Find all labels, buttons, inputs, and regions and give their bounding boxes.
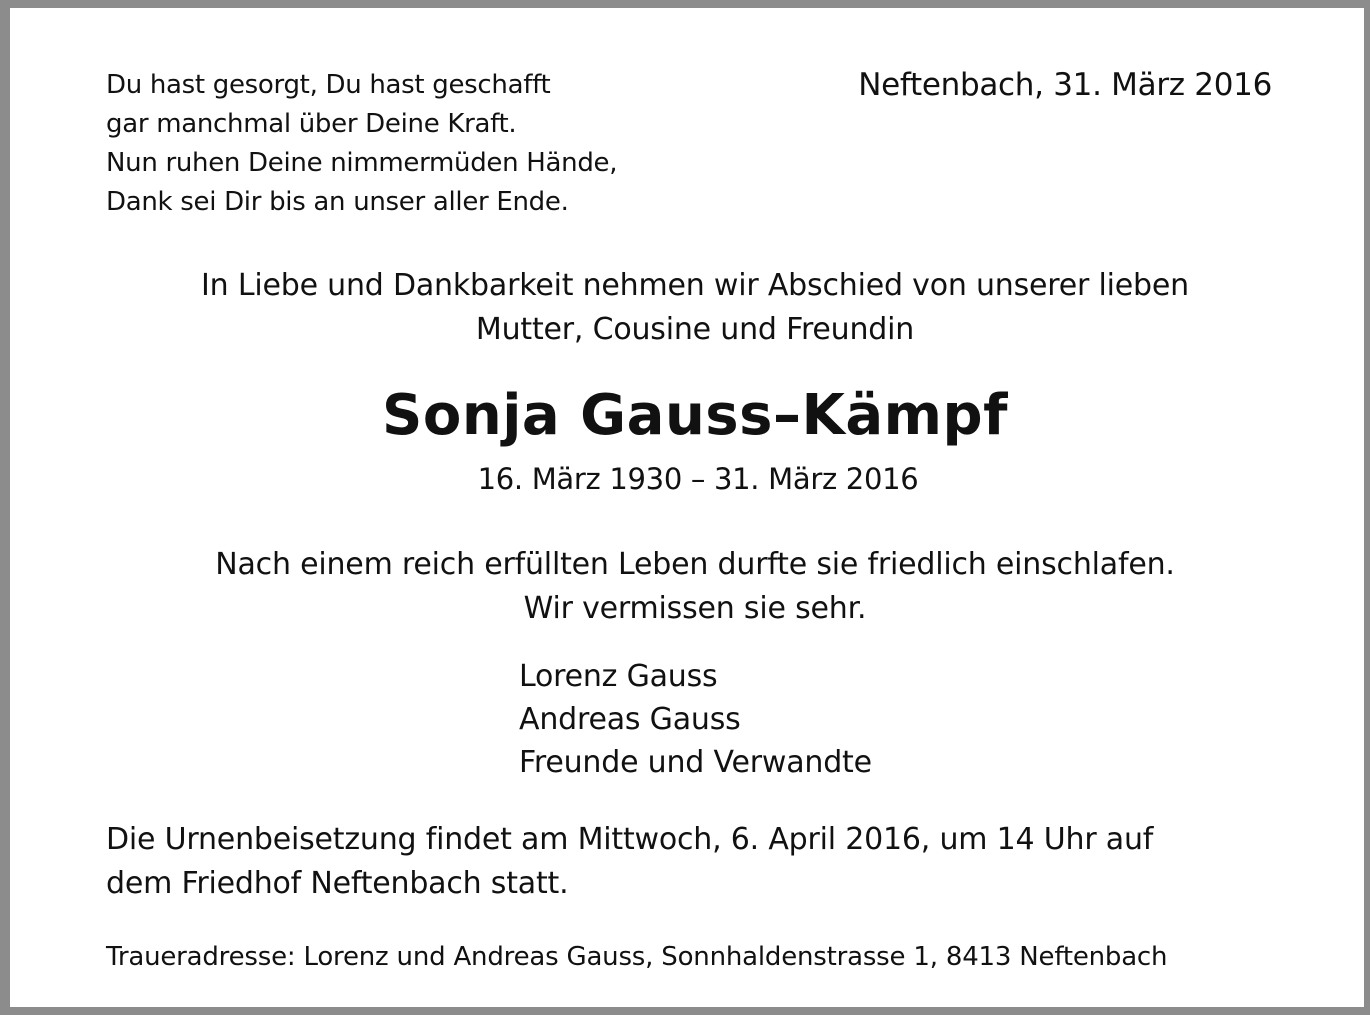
mourner: Lorenz Gauss xyxy=(519,659,718,694)
poem xyxy=(106,66,746,222)
poem-line: Dank sei Dir bis an unser aller Ende. xyxy=(106,187,569,217)
mourning-address: Traueradresse: Lorenz und Andreas Gauss, Sonnhaldenstrasse 1, 8413 Neftenbach xyxy=(106,942,1168,972)
deceased-name: Sonja Gauss–Kämpf xyxy=(382,383,1008,448)
intro-line-2: Mutter, Cousine und Freundin xyxy=(475,312,915,347)
message-line-1: Nach einem reich erfüllten Leben durfte sie friedlich einschlafen. xyxy=(215,547,1175,582)
funeral-info xyxy=(106,818,1286,906)
funeral-line-1: Die Urnenbeisetzung findet am Mittwoch, 6. April 2016, um 14 Uhr auf xyxy=(106,822,1154,857)
life-dates: 16. März 1930 – 31. März 2016 xyxy=(477,462,919,496)
intro-line-1: In Liebe und Dankbarkeit nehmen wir Abschied von unserer lieben xyxy=(201,268,1189,303)
mourner: Freunde und Verwandte xyxy=(519,745,872,780)
message-line-2: Wir vermissen sie sehr. xyxy=(523,591,867,626)
poem-line: Du hast gesorgt, Du hast geschafft xyxy=(106,70,551,100)
poem-line: Nun ruhen Deine nimmermüden Hände, xyxy=(106,148,618,178)
poem-line: gar manchmal über Deine Kraft. xyxy=(106,109,517,139)
place-date: Neftenbach, 31. März 2016 xyxy=(858,67,1272,103)
funeral-line-2: dem Friedhof Neftenbach statt. xyxy=(106,866,569,901)
mourner: Andreas Gauss xyxy=(519,702,741,737)
mourners-list xyxy=(519,655,872,784)
